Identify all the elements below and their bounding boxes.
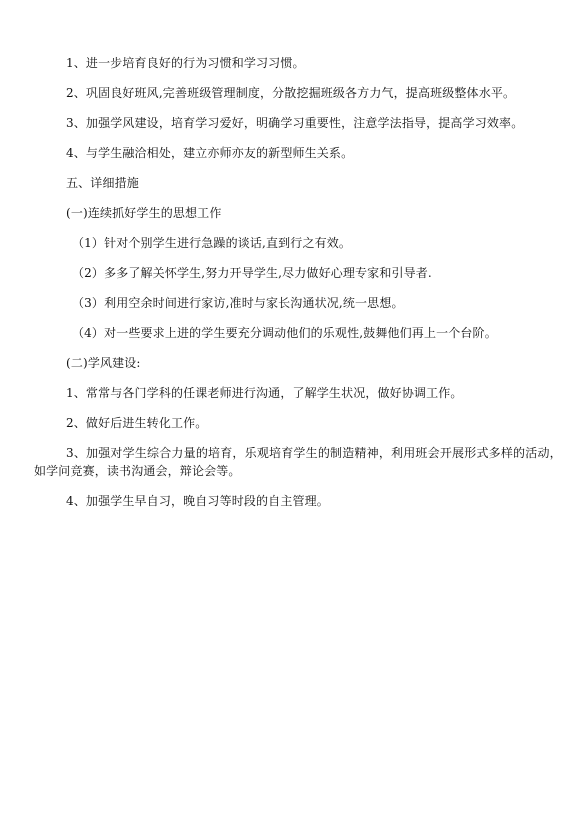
goal-4: 4、与学生融洽相处，建立亦师亦友的新型师生关系。 [66,146,354,160]
study-item-3-line-2: 如学问竞赛，读书沟通会，辩论会等。 [34,464,241,478]
subsection-heading-2: (二)学风建设: [66,356,141,370]
study-item-1: 1、常常与各门学科的任课老师进行沟通，了解学生状况，做好协调工作。 [66,386,463,400]
goal-3: 3、加强学风建设，培育学习爱好，明确学习重要性，注意学法指导，提高学习效率。 [66,116,524,130]
study-item-4: 4、加强学生早自习，晚自习等时段的自主管理。 [66,494,329,508]
subsection-heading-1: (一)连续抓好学生的思想工作 [66,206,222,220]
study-item-2: 2、做好后进生转化工作。 [66,416,208,430]
measure-item-1: （1）针对个别学生进行急躁的谈话,直到行之有效。 [72,236,352,250]
study-item-3-line-1: 3、加强对学生综合力量的培育，乐观培育学生的制造精神，利用班会开展形式多样的活动， [66,446,562,460]
measure-item-3: （3）利用空余时间进行家访,准时与家长沟通状况,统一思想。 [72,296,404,310]
measure-item-4: （4）对一些要求上进的学生要充分调动他们的乐观性,鼓舞他们再上一个台阶。 [72,326,497,340]
measure-item-2: （2）多多了解关怀学生,努力开导学生,尽力做好心理专家和引导者. [72,266,432,280]
section-heading-measures: 五、详细措施 [66,176,139,190]
goal-2: 2、巩固良好班风,完善班级管理制度，分散挖掘班级各方力气，提高班级整体水平。 [66,86,516,100]
goal-1: 1、进一步培育良好的行为习惯和学习习惯。 [66,56,305,70]
